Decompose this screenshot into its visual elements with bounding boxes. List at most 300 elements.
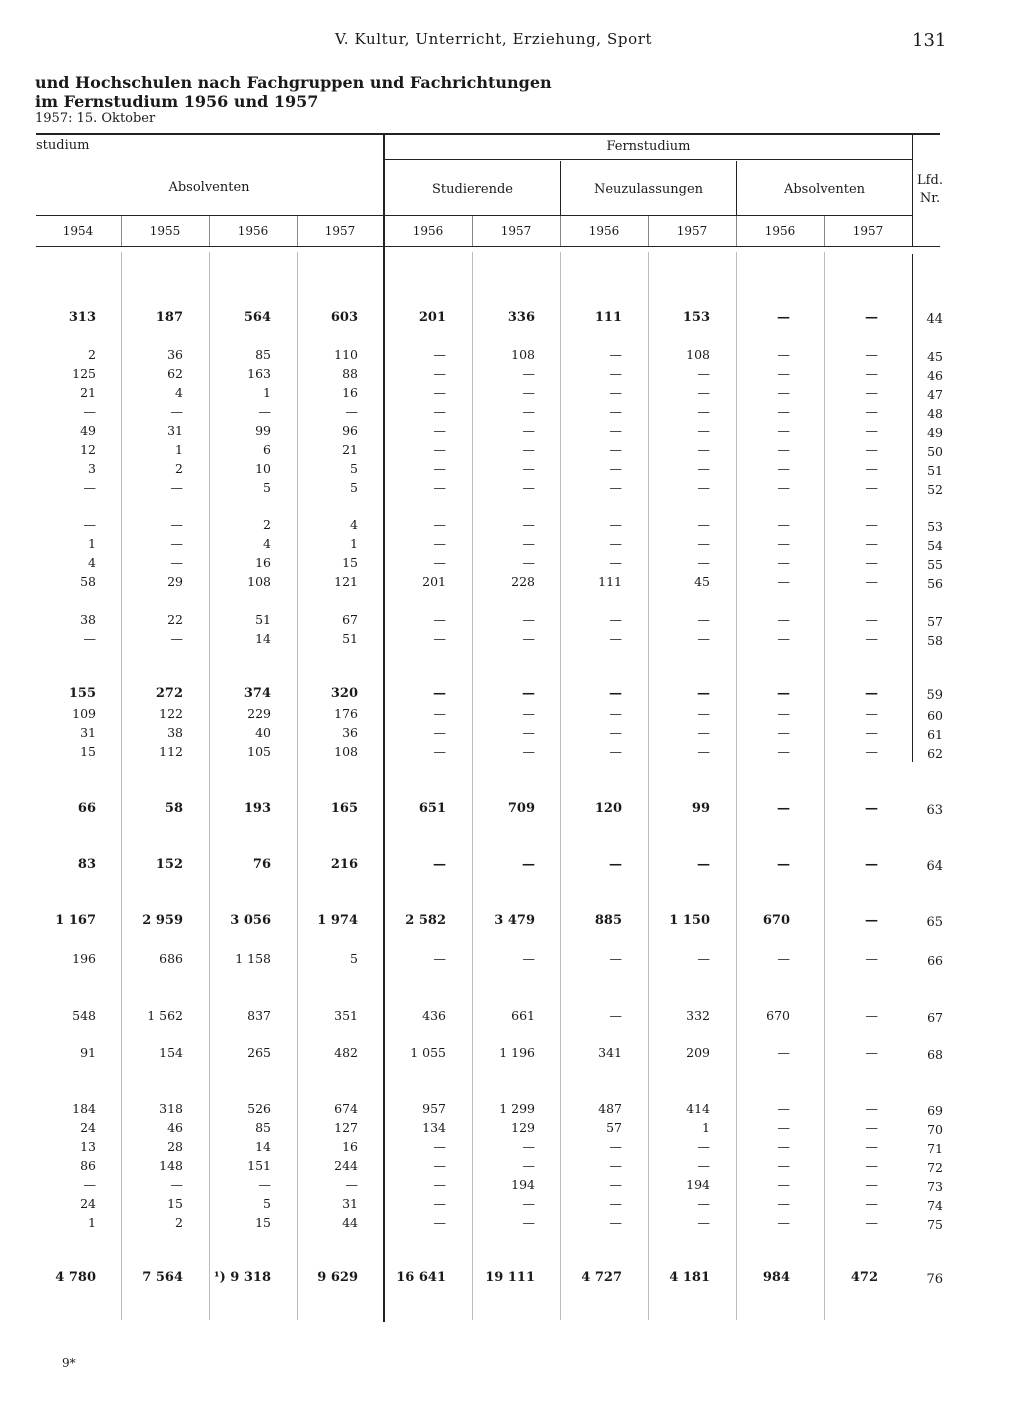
table-cell: —	[433, 1196, 446, 1211]
table-cell: —	[865, 631, 878, 646]
page-number: 131	[912, 30, 947, 51]
table-cell: —	[697, 1158, 710, 1173]
table-cell: —	[609, 517, 622, 532]
table-cell: 15	[80, 744, 96, 759]
table-cell: 244	[334, 1158, 358, 1173]
table-cell: 4 727	[581, 1270, 622, 1285]
table-cell: 313	[68, 310, 96, 325]
table-cell: —	[777, 574, 790, 589]
table-cell: —	[433, 725, 446, 740]
table-cell: —	[777, 347, 790, 362]
table-cell: —	[865, 423, 878, 438]
table-cell: —	[609, 612, 622, 627]
table-cell: 13	[80, 1139, 96, 1154]
table-cell: 414	[686, 1101, 710, 1116]
table-cell: 29	[167, 574, 183, 589]
table-cell: —	[433, 555, 446, 570]
year-divider	[209, 216, 210, 246]
table-cell: 1 299	[499, 1101, 535, 1116]
table-cell: —	[433, 1215, 446, 1230]
table-cell: —	[433, 857, 446, 872]
table-cell: —	[697, 1139, 710, 1154]
table-cell: —	[865, 686, 878, 701]
table-cell: 38	[80, 612, 96, 627]
table-cell: 16	[342, 1139, 358, 1154]
table-cell: 1 150	[669, 913, 710, 928]
table-cell: —	[865, 706, 878, 721]
table-cell: 152	[155, 857, 183, 872]
table-cell: 76	[252, 857, 271, 872]
table-cell: 154	[159, 1045, 183, 1060]
table-cell: —	[865, 857, 878, 872]
year-divider	[297, 216, 298, 246]
table-cell: 709	[507, 801, 535, 816]
table-cell: —	[609, 1196, 622, 1211]
row-number: 48	[927, 406, 943, 421]
table-cell: —	[777, 480, 790, 495]
table-cell: —	[777, 801, 790, 816]
table-cell: —	[433, 536, 446, 551]
table-cell: 165	[330, 801, 358, 816]
table-cell: 1 158	[235, 951, 271, 966]
table-cell: 96	[342, 423, 358, 438]
table-cell: —	[522, 612, 535, 627]
table-cell: —	[433, 951, 446, 966]
table-cell: 332	[686, 1008, 710, 1023]
table-cell: 31	[342, 1196, 358, 1211]
table-cell: 4	[350, 517, 358, 532]
table-cell: —	[609, 404, 622, 419]
table-cell: 1	[175, 442, 183, 457]
table-cell: —	[609, 536, 622, 551]
table-cell: 2	[88, 347, 96, 362]
table-cell: 228	[511, 574, 535, 589]
table-cell: —	[433, 517, 446, 532]
table-cell: —	[777, 1196, 790, 1211]
table-cell: —	[522, 1158, 535, 1173]
table-cell: —	[433, 442, 446, 457]
table-cell: 31	[80, 725, 96, 740]
table-cell: 1 562	[147, 1008, 183, 1023]
row-number: 75	[927, 1217, 943, 1232]
table-cell: —	[522, 517, 535, 532]
table-cell: 526	[247, 1101, 271, 1116]
table-cell: —	[777, 706, 790, 721]
table-cell: —	[170, 536, 183, 551]
table-cell: 5	[350, 480, 358, 495]
table-cell: —	[777, 423, 790, 438]
table-cell: —	[865, 1101, 878, 1116]
year-header: 1957	[852, 224, 884, 238]
table-cell: 184	[72, 1101, 96, 1116]
table-cell: —	[865, 404, 878, 419]
table-cell: 2 582	[405, 913, 446, 928]
table-cell: 4 181	[669, 1270, 710, 1285]
table-cell: —	[865, 310, 878, 325]
table-cell: —	[777, 612, 790, 627]
table-cell: 1	[88, 1215, 96, 1230]
year-header: 1956	[237, 224, 269, 238]
table-cell: 14	[255, 1139, 271, 1154]
header-left-group: studium	[36, 138, 90, 153]
table-cell: —	[522, 385, 535, 400]
row-number: 58	[927, 633, 943, 648]
table-cell: 196	[72, 951, 96, 966]
table-cell: —	[777, 631, 790, 646]
table-cell: —	[777, 366, 790, 381]
table-cell: 148	[159, 1158, 183, 1173]
table-cell: —	[777, 404, 790, 419]
table-cell: 22	[167, 612, 183, 627]
table-cell: 885	[594, 913, 622, 928]
row-number: 76	[926, 1272, 943, 1287]
table-cell: 201	[418, 310, 446, 325]
table-cell: 686	[159, 951, 183, 966]
table-cell: —	[777, 536, 790, 551]
table-cell: 4	[263, 536, 271, 551]
table-cell: —	[258, 404, 271, 419]
table-cell: —	[609, 385, 622, 400]
table-cell: —	[865, 385, 878, 400]
table-cell: 482	[334, 1045, 358, 1060]
row-number: 64	[926, 859, 943, 874]
header-fernstudium: Fernstudium	[606, 139, 691, 154]
table-cell: —	[777, 857, 790, 872]
header-absolventen-left: Absolventen	[168, 180, 250, 195]
table-cell: 7 564	[142, 1270, 183, 1285]
table-cell: —	[522, 480, 535, 495]
table-cell: —	[777, 725, 790, 740]
table-cell: 134	[422, 1120, 446, 1135]
table-cell: —	[522, 442, 535, 457]
table-cell: 1	[702, 1120, 710, 1135]
table-cell: —	[697, 706, 710, 721]
table-cell: —	[697, 1215, 710, 1230]
year-header: 1956	[412, 224, 444, 238]
year-header: 1954	[62, 224, 94, 238]
row-number: 55	[927, 557, 943, 572]
table-cell: 153	[682, 310, 710, 325]
table-cell: —	[865, 1177, 878, 1192]
table-cell: —	[697, 686, 710, 701]
table-cell: —	[83, 1177, 96, 1192]
table-cell: 374	[243, 686, 271, 701]
table-cell: —	[170, 631, 183, 646]
table-cell: 163	[247, 366, 271, 381]
table-cell: 318	[159, 1101, 183, 1116]
table-cell: —	[83, 517, 96, 532]
table-cell: —	[865, 366, 878, 381]
year-header: 1957	[324, 224, 356, 238]
table-cell: 15	[167, 1196, 183, 1211]
table-cell: —	[609, 461, 622, 476]
table-cell: 105	[247, 744, 271, 759]
table-cell: —	[83, 404, 96, 419]
table-cell: 51	[255, 612, 271, 627]
table-cell: 194	[511, 1177, 535, 1192]
table-cell: —	[609, 480, 622, 495]
row-number: 57	[927, 614, 943, 629]
table-cell: 49	[80, 423, 96, 438]
table-cell: 15	[255, 1215, 271, 1230]
table-cell: —	[865, 536, 878, 551]
table-cell: 674	[334, 1101, 358, 1116]
table-cell: 21	[80, 385, 96, 400]
subgroup-rule	[36, 215, 912, 216]
row-number: 52	[927, 482, 943, 497]
table-cell: 661	[511, 1008, 535, 1023]
table-cell: —	[777, 951, 790, 966]
table-cell: 151	[247, 1158, 271, 1173]
table-cell: 984	[762, 1270, 790, 1285]
table-cell: 2	[263, 517, 271, 532]
table-cell: 24	[80, 1120, 96, 1135]
table-cell: —	[777, 442, 790, 457]
table-cell: 16	[342, 385, 358, 400]
table-cell: —	[777, 461, 790, 476]
table-cell: 44	[342, 1215, 358, 1230]
table-cell: 1 167	[55, 913, 96, 928]
table-cell: —	[777, 1215, 790, 1230]
table-cell: —	[522, 404, 535, 419]
table-cell: —	[609, 744, 622, 759]
table-cell: —	[865, 555, 878, 570]
table-cell: 320	[330, 686, 358, 701]
row-number: 63	[926, 803, 943, 818]
year-divider	[472, 216, 473, 246]
table-cell: 487	[598, 1101, 622, 1116]
table-cell: —	[865, 574, 878, 589]
table-cell: —	[170, 517, 183, 532]
table-cell: 31	[167, 423, 183, 438]
table-cell: 2 959	[142, 913, 183, 928]
table-cell: 193	[243, 801, 271, 816]
row-number: 68	[927, 1047, 943, 1062]
table-cell: —	[83, 631, 96, 646]
table-cell: —	[777, 1177, 790, 1192]
table-cell: 21	[342, 442, 358, 457]
table-cell: —	[697, 442, 710, 457]
table-cell: 1	[88, 536, 96, 551]
table-cell: —	[697, 725, 710, 740]
table-cell: —	[609, 1158, 622, 1173]
table-cell: 216	[330, 857, 358, 872]
table-cell: —	[522, 461, 535, 476]
table-cell: —	[522, 857, 535, 872]
table-cell: —	[697, 385, 710, 400]
table-cell: —	[777, 744, 790, 759]
header-absolventen-right: Absolventen	[783, 182, 866, 197]
table-cell: 45	[694, 574, 710, 589]
year-header: 1955	[149, 224, 181, 238]
table-cell: 670	[766, 1008, 790, 1023]
table-cell: 957	[422, 1101, 446, 1116]
table-cell: —	[697, 404, 710, 419]
table-cell: 1 974	[317, 913, 358, 928]
table-cell: 3 479	[494, 913, 535, 928]
row-number: 65	[926, 915, 943, 930]
table-cell: —	[697, 461, 710, 476]
year-divider	[736, 216, 737, 246]
table-cell: —	[609, 347, 622, 362]
table-cell: —	[697, 517, 710, 532]
table-cell: —	[777, 686, 790, 701]
row-number: 61	[927, 727, 943, 742]
table-cell: 28	[167, 1139, 183, 1154]
table-cell: —	[522, 1139, 535, 1154]
table-cell: —	[865, 1139, 878, 1154]
table-cell: 1	[263, 385, 271, 400]
table-cell: —	[522, 366, 535, 381]
table-cell: 651	[418, 801, 446, 816]
table-cell: —	[433, 480, 446, 495]
table-cell: —	[609, 1008, 622, 1023]
table-cell: 1 196	[499, 1045, 535, 1060]
table-cell: —	[609, 706, 622, 721]
table-cell: —	[777, 1101, 790, 1116]
table-cell: 6	[263, 442, 271, 457]
table-cell: —	[433, 404, 446, 419]
table-cell: —	[522, 686, 535, 701]
row-number: 66	[927, 953, 943, 968]
row-number: 74	[927, 1198, 943, 1213]
table-cell: —	[433, 686, 446, 701]
table-cell: —	[697, 423, 710, 438]
table-cell: —	[433, 347, 446, 362]
table-cell: 111	[594, 310, 622, 325]
table-cell: —	[865, 1158, 878, 1173]
table-cell: —	[777, 1158, 790, 1173]
table-cell: 58	[80, 574, 96, 589]
table-cell: 66	[77, 801, 96, 816]
row-number: 44	[926, 312, 943, 327]
table-cell: —	[865, 1008, 878, 1023]
table-cell: —	[697, 857, 710, 872]
section-title: V. Kultur, Unterricht, Erziehung, Sport	[335, 30, 653, 48]
table-cell: —	[433, 612, 446, 627]
table-cell: —	[865, 1196, 878, 1211]
table-cell: —	[433, 631, 446, 646]
table-cell: —	[609, 1177, 622, 1192]
table-cell: 548	[72, 1008, 96, 1023]
table-cell: —	[865, 744, 878, 759]
table-cell: 3	[88, 461, 96, 476]
table-cell: ¹) 9 318	[213, 1270, 271, 1285]
row-number: 73	[927, 1179, 943, 1194]
table-cell: 2	[175, 461, 183, 476]
table-cell: —	[433, 461, 446, 476]
table-cell: —	[777, 1045, 790, 1060]
table-cell: 109	[72, 706, 96, 721]
table-cell: 86	[80, 1158, 96, 1173]
table-cell: 36	[342, 725, 358, 740]
table-cell: 209	[686, 1045, 710, 1060]
table-cell: 24	[80, 1196, 96, 1211]
footer-mark: 9*	[62, 1356, 76, 1370]
table-cell: —	[522, 423, 535, 438]
table-cell: 108	[686, 347, 710, 362]
row-number: 69	[927, 1103, 943, 1118]
table-cell: 194	[686, 1177, 710, 1192]
row-number: 53	[927, 519, 943, 534]
table-cell: —	[697, 555, 710, 570]
table-cell: 3 056	[230, 913, 271, 928]
table-cell: 125	[72, 366, 96, 381]
table-cell: —	[522, 744, 535, 759]
table-cell: 108	[511, 347, 535, 362]
table-cell: —	[865, 725, 878, 740]
table-cell: 176	[334, 706, 358, 721]
group-rule	[385, 159, 912, 160]
table-cell: 46	[167, 1120, 183, 1135]
table-cell: —	[697, 480, 710, 495]
table-cell: —	[609, 857, 622, 872]
table-cell: 129	[511, 1120, 535, 1135]
table-cell: —	[345, 404, 358, 419]
row-number: 50	[927, 444, 943, 459]
table-cell: —	[522, 555, 535, 570]
table-cell: —	[433, 385, 446, 400]
table-cell: 4 780	[55, 1270, 96, 1285]
table-cell: 201	[422, 574, 446, 589]
table-cell: —	[433, 1177, 446, 1192]
table-cell: 110	[334, 347, 358, 362]
table-cell: 57	[606, 1120, 622, 1135]
table-cell: —	[865, 517, 878, 532]
table-cell: 85	[255, 347, 271, 362]
table-cell: 111	[598, 574, 622, 589]
year-divider	[824, 216, 825, 246]
table-cell: —	[522, 631, 535, 646]
year-divider	[121, 216, 122, 246]
table-cell: 5	[263, 480, 271, 495]
table-cell: 112	[159, 744, 183, 759]
row-number: 70	[927, 1122, 943, 1137]
table-cell: —	[609, 423, 622, 438]
table-cell: —	[609, 1139, 622, 1154]
table-cell: 265	[247, 1045, 271, 1060]
table-cell: —	[865, 480, 878, 495]
table-cell: —	[865, 347, 878, 362]
header-studierende: Studierende	[432, 182, 513, 197]
header-neuzulassungen: Neuzulassungen	[593, 182, 704, 197]
table-cell: —	[433, 706, 446, 721]
table-cell: 120	[594, 801, 622, 816]
table-cell: 16 641	[396, 1270, 446, 1285]
table-cell: —	[609, 631, 622, 646]
table-cell: 1 055	[410, 1045, 446, 1060]
table-cell: —	[697, 631, 710, 646]
table-cell: 108	[247, 574, 271, 589]
table-cell: —	[865, 913, 878, 928]
table-cell: 1	[350, 536, 358, 551]
table-cell: 436	[422, 1008, 446, 1023]
title-line-1: und Hochschulen nach Fachgruppen und Fachrichtungen	[35, 73, 552, 92]
year-header: 1956	[588, 224, 620, 238]
table-cell: —	[522, 725, 535, 740]
table-cell: —	[865, 1045, 878, 1060]
table-cell: 127	[334, 1120, 358, 1135]
year-header: 1957	[500, 224, 532, 238]
table-cell: —	[170, 480, 183, 495]
table-cell: —	[777, 517, 790, 532]
table-cell: —	[522, 706, 535, 721]
table-cell: —	[697, 536, 710, 551]
table-cell: —	[258, 1177, 271, 1192]
row-number: 51	[927, 463, 943, 478]
table-cell: —	[522, 951, 535, 966]
table-cell: 88	[342, 366, 358, 381]
